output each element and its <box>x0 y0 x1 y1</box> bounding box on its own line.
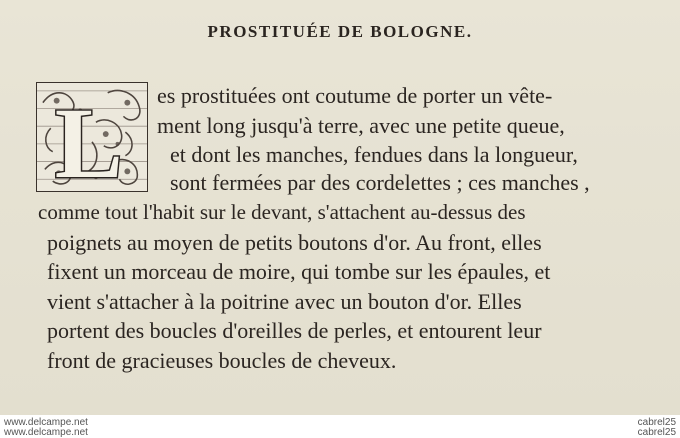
text-line: front de gracieuses boucles de cheveux. <box>47 348 397 373</box>
ornamental-initial-icon <box>36 82 148 192</box>
text-line: comme tout l'habit sur le devant, s'attachent au-dessus des <box>38 200 526 224</box>
watermark-left <box>4 418 88 438</box>
text-line: poignets au moyen de petits boutons d'or. Au front, elles <box>47 230 542 255</box>
text-line: ment long jusqu'à terre, avec une petite queue, <box>157 113 565 138</box>
watermark-text: cabrel25 <box>637 417 676 428</box>
watermark-text: www.delcampe.net <box>4 427 88 438</box>
text-line: portent des boucles d'oreilles de perles, et entourent leur <box>47 318 542 343</box>
watermark-text: www.delcampe.net <box>4 417 88 428</box>
text-line: es prostituées ont coutume de porter un vête- <box>157 83 553 108</box>
watermark-text: cabrel25 <box>637 427 676 438</box>
text-line: vient s'attacher à la poitrine avec un bouton d'or. Elles <box>47 289 522 314</box>
text-line: fixent un morceau de moire, qui tombe sur les épaules, et <box>47 259 551 284</box>
drop-cap-letter: L <box>54 87 123 191</box>
watermark-right <box>638 418 676 438</box>
page-title: PROSTITUÉE DE BOLOGNE. <box>207 22 473 41</box>
ornamental-initial-art <box>37 83 147 191</box>
text-line: sont fermées par des cordelettes ; ces manches , <box>170 170 590 195</box>
text-line: et dont les manches, fendues dans la longueur, <box>170 142 578 167</box>
